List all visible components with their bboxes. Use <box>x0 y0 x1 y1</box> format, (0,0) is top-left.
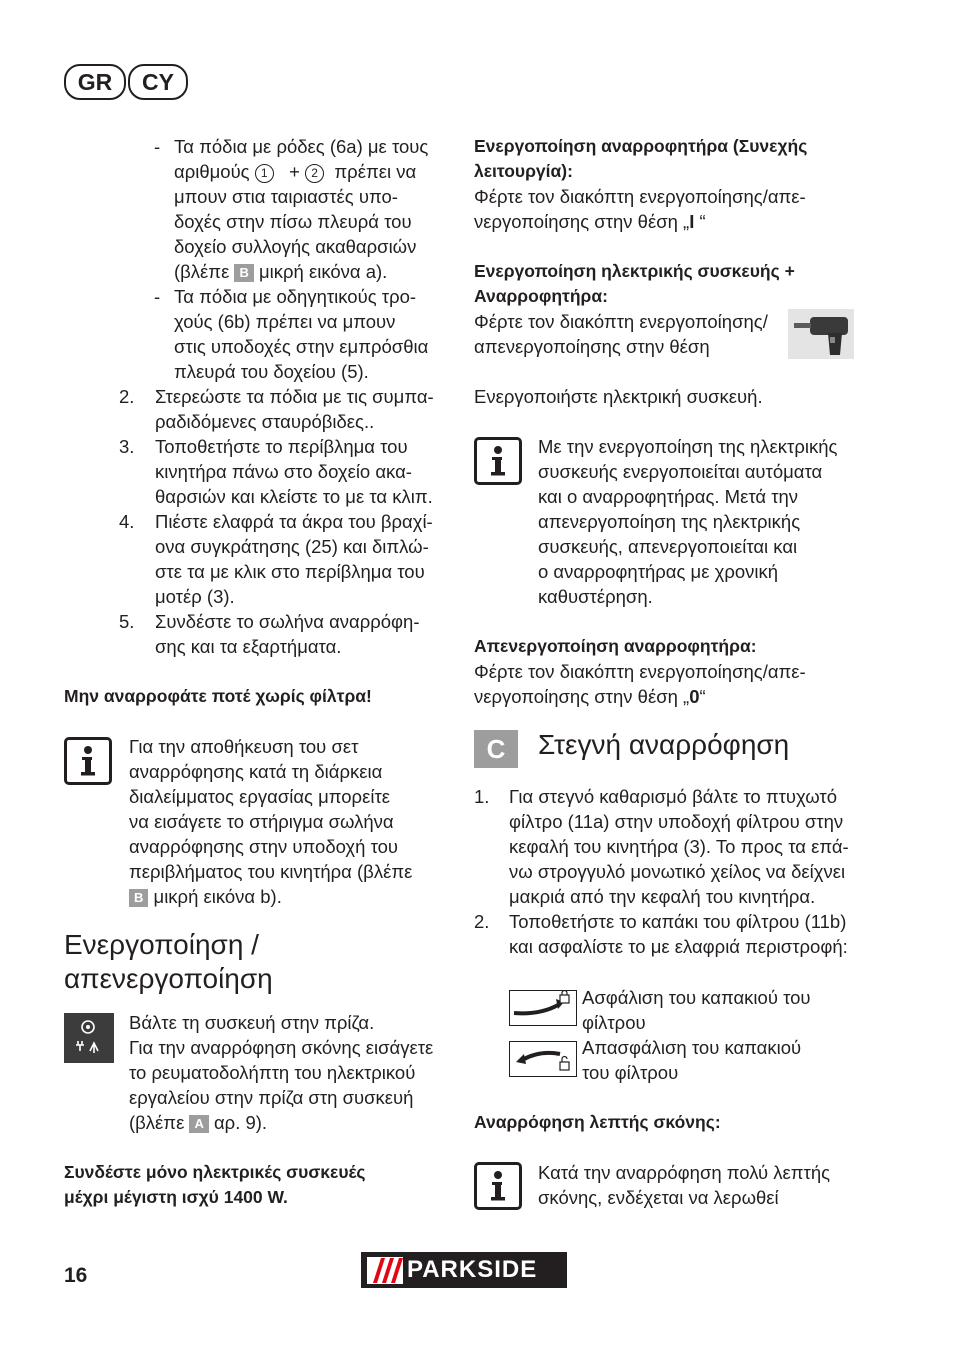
info-icon <box>474 437 522 485</box>
step-number: 3. <box>119 436 135 457</box>
heading-line: απενεργοποίηση <box>64 963 273 994</box>
figure-b-badge: B <box>129 889 148 907</box>
subheading: λειτουργία): <box>474 161 573 181</box>
info-icon <box>64 737 112 785</box>
heading-line: Ενεργοποίηση / <box>64 929 259 960</box>
text-line: Ασφάλιση του καπακιού του <box>582 987 811 1008</box>
text-line: νεργοποίησης στην θέση „0“ <box>474 686 706 707</box>
text-line: συσκευής, απενεργοποιείται και <box>538 536 798 557</box>
subheading: Αναρροφητήρα: <box>474 286 608 306</box>
text-line: μοτέρ (3). <box>155 586 235 607</box>
text-line: αναρρόφησης στην υποδοχή του <box>129 836 399 857</box>
info-icon <box>474 1162 522 1210</box>
section-vacuum-off <box>474 634 864 709</box>
text-line: B μικρή εικόνα b). <box>129 884 459 909</box>
section-c-badge: C <box>474 730 518 768</box>
text-line: Τα πόδια με οδηγητικούς τρο- <box>174 286 417 307</box>
figure-b-badge: B <box>234 264 253 282</box>
text-line: μακριά από την κεφαλή του κινητήρα. <box>509 886 816 907</box>
logo-stripes-icon <box>367 1257 403 1284</box>
text-line: (βλέπε A αρ. 9). <box>129 1112 268 1133</box>
logo-text: PARKSIDE <box>407 1256 538 1283</box>
step-number: 1. <box>474 786 490 807</box>
section-heading-on-off <box>64 928 273 996</box>
text-line: Τοποθετήστε το περίβλημα του <box>155 436 408 457</box>
dry-step-1 <box>474 784 874 909</box>
text-line: Βάλτε τη συσκευή στην πρίζα. <box>129 1012 375 1033</box>
page-number: 16 <box>64 1264 88 1287</box>
text-line: Για στεγνό καθαρισμό βάλτε το πτυχωτό <box>509 786 838 807</box>
text-line: του φίλτρου <box>582 1062 679 1083</box>
text-line: απενεργοποίηση της ηλεκτρικής <box>538 511 801 532</box>
text-line: ραδιδόμενες σταυρόβιδες.. <box>155 411 375 432</box>
text-line: απενεργοποίησης στην θέση <box>474 336 710 357</box>
text-line: καθυστέρηση. <box>538 586 653 607</box>
text-line: κινητήρα πάνω στο δοχείο ακα- <box>155 461 412 482</box>
socket-instructions <box>129 1010 459 1135</box>
text-line: σκόνης, ενδέχεται να λερωθεί <box>538 1187 779 1208</box>
text-line: πλευρά του δοχείου (5). <box>174 361 369 382</box>
dry-step-2 <box>474 909 874 959</box>
text-line: εργαλείου στην πρίζα στη συσκευή <box>129 1087 414 1108</box>
figure-a-badge: A <box>189 1115 208 1133</box>
text-line: δοχείο συλλογής ακαθαρσιών <box>174 236 417 257</box>
text-line: θαρσιών και κλείστε το με τα κλιπ. <box>155 486 433 507</box>
text-line: νεργοποίησης στην θέση „I “ <box>474 211 706 232</box>
lang-badge-gr: GR <box>64 64 126 100</box>
number-two-icon: 2 <box>305 164 324 183</box>
text-line: και ασφαλίστε το με ελαφριά περιστροφή: <box>509 936 848 957</box>
lang-badge-cy: CY <box>128 64 188 100</box>
lock-text <box>582 985 862 1035</box>
unlock-rotate-icon <box>509 1041 577 1077</box>
text-line: Απασφάλιση του καπακιού <box>582 1037 802 1058</box>
plug-socket-icon <box>64 1013 114 1063</box>
text-line: Συνδέστε το σωλήνα αναρρόφη- <box>155 611 420 632</box>
subheading: Απενεργοποίηση αναρροφητήρα: <box>474 636 757 656</box>
text-line: δοχές στην πίσω πλευρά του <box>174 211 412 232</box>
text-line: περιβλήματος του κινητήρα (βλέπε <box>129 861 413 882</box>
subheading: Ενεργοποίηση αναρροφητήρα (Συνεχής <box>474 136 808 156</box>
fine-dust-heading: Αναρρόφηση λεπτής σκόνης: <box>474 1112 721 1132</box>
max-power-note <box>64 1160 444 1210</box>
text-line: Στερεώστε τα πόδια με τις συμπα- <box>155 386 434 407</box>
text-line: Με την ενεργοποίηση της ηλεκτρικής <box>538 436 838 457</box>
text-line: κεφαλή του κινητήρα (3). Το προς τα επά- <box>509 836 849 857</box>
text-line: Φέρτε τον διακόπτη ενεργοποίησης/απε- <box>474 186 806 207</box>
sub-item-2 <box>154 284 454 384</box>
text-line: συσκευής ενεργοποιείται αυτόματα <box>538 461 823 482</box>
info-text-auto-start <box>538 434 868 609</box>
step-number: 4. <box>119 511 135 532</box>
step-number: 5. <box>119 611 135 632</box>
unlock-text <box>582 1035 862 1085</box>
subheading: Ενεργοποίηση ηλεκτρικής συσκευής + <box>474 261 795 281</box>
info-text-fine-dust <box>538 1160 868 1210</box>
text-line: διαλείμματος εργασίας μπορείτε <box>129 786 390 807</box>
text-line: το ρευματοδολήπτη του ηλεκτρικού <box>129 1062 416 1083</box>
sub-item-1 <box>154 134 454 284</box>
step-2 <box>119 384 449 434</box>
text-line: Κατά την αναρρόφηση πολύ λεπτής <box>538 1162 831 1183</box>
text-line: Φέρτε τον διακόπτη ενεργοποίησης/απε- <box>474 661 806 682</box>
text-line: Πιέστε ελαφρά τα άκρα του βραχί- <box>155 511 433 532</box>
activate-device-text: Ενεργοποιήστε ηλεκτρική συσκευή. <box>474 386 763 407</box>
text-line: χούς (6b) πρέπει να μπουν <box>174 311 396 332</box>
text-line: Συνδέστε μόνο ηλεκτρικές συσκευές <box>64 1162 366 1182</box>
text-line: Τα πόδια με ρόδες (6a) με τους <box>174 136 429 157</box>
text-line: Τοποθετήστε το καπάκι του φίλτρου (11b) <box>509 911 847 932</box>
text-line: ονα συγκράτησης (25) και διπλώ- <box>155 536 429 557</box>
text-line: φίλτρο (11a) στην υποδοχή φίλτρου στην <box>509 811 844 832</box>
text-line: να εισάγετε το στήριγμα σωλήνα <box>129 811 394 832</box>
step-number: 2. <box>474 911 490 932</box>
parkside-logo <box>361 1252 567 1288</box>
text-line: αναρρόφησης κατά τη διάρκεια <box>129 761 383 782</box>
power-tool-icon <box>788 309 854 359</box>
text-line: ο αναρροφητήρας με χρονική <box>538 561 779 582</box>
step-number: 2. <box>119 386 135 407</box>
info-text-storage <box>129 734 459 909</box>
step-4 <box>119 509 449 609</box>
text-line: φίλτρου <box>582 1012 646 1033</box>
section-heading-dry-vacuum: Στεγνή αναρρόφηση <box>538 729 790 760</box>
step-3 <box>119 434 449 509</box>
text-line: αριθμούς 1 + 2 πρέπει να <box>174 161 417 182</box>
bullet: - <box>154 286 161 307</box>
text-line: στις υποδοχές στην εμπρόσθια <box>174 336 429 357</box>
lock-rotate-icon <box>509 990 577 1026</box>
text-line: Για την αποθήκευση του σετ <box>129 736 359 757</box>
text-line: στε τα με κλικ στο περίβλημα του <box>155 561 425 582</box>
text-line: μέχρι μέγιστη ισχύ 1400 W. <box>64 1187 288 1207</box>
warning-text: Μην αναρροφάτε ποτέ χωρίς φίλτρα! <box>64 686 372 706</box>
text-line: και ο αναρροφητήρας. Μετά την <box>538 486 799 507</box>
text-line: νω στρογγυλό μονωτικό χείλος να δείχνει <box>509 861 846 882</box>
text-line: (βλέπε B μικρή εικόνα a). <box>174 261 388 282</box>
number-one-icon: 1 <box>255 164 274 183</box>
text-line: σης και τα εξαρτήματα. <box>155 636 342 657</box>
text-line: Φέρτε τον διακόπτη ενεργοποίησης/ <box>474 311 768 332</box>
section-continuous-on <box>474 134 864 234</box>
text-line: Για την αναρρόφηση σκόνης εισάγετε <box>129 1037 434 1058</box>
bullet: - <box>154 136 161 157</box>
step-5 <box>119 609 449 659</box>
text-line: μπουν στια ταιριαστές υπο- <box>174 186 398 207</box>
